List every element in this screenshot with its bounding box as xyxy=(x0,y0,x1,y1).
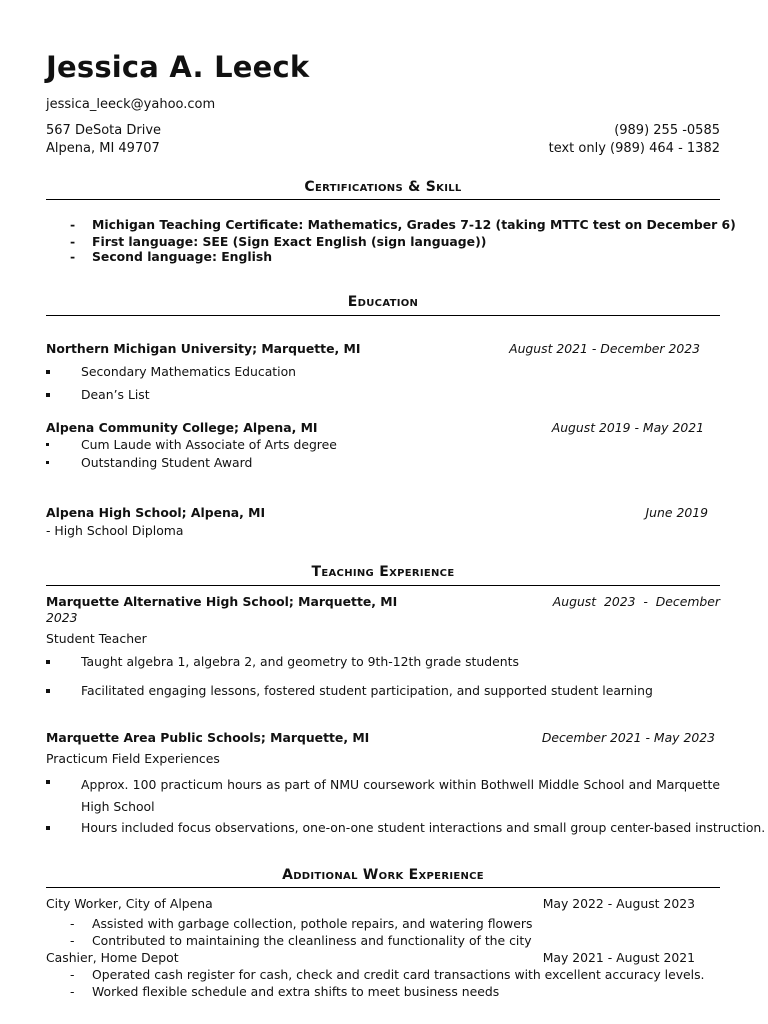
list-item: - Worked flexible schedule and extra shifts to meet business needs xyxy=(92,984,499,999)
school-maps: Marquette Area Public Schools; Marquette, MI xyxy=(46,730,370,745)
address-line2: Alpena, MI 49707 xyxy=(46,141,160,156)
bullet-icon xyxy=(46,443,49,446)
list-item: Secondary Mathematics Education xyxy=(81,364,297,379)
list-item: Facilitated engaging lessons, fostered student participation, and supported student learning xyxy=(81,683,653,698)
dates-nmu: August 2021 - December 2023 xyxy=(509,341,700,356)
list-item: Cum Laude with Associate of Arts degree xyxy=(81,437,337,452)
bullet-icon xyxy=(46,393,50,397)
list-item: - First language: SEE (Sign Exact English (sign language)) xyxy=(92,234,486,249)
bullet-icon xyxy=(46,461,49,464)
bullet-icon xyxy=(46,370,50,374)
section-title-work: Additional Work Experience xyxy=(282,867,484,883)
school-nmu: Northern Michigan University; Marquette, MI xyxy=(46,341,361,356)
list-item: - Second language: English xyxy=(92,249,272,264)
list-item: Approx. 100 practicum hours as part of NMU coursework within Bothwell Middle School and Marquette High School xyxy=(81,777,720,814)
divider xyxy=(46,199,720,200)
phone: (989) 255 -0585 xyxy=(614,123,720,138)
dates-mahs: August 2023 - December xyxy=(552,594,720,609)
role-depot: Cashier, Home Depot xyxy=(46,950,179,965)
section-title-teaching: Teaching Experience xyxy=(311,564,455,580)
school-acc: Alpena Community College; Alpena, MI xyxy=(46,420,318,435)
address-line1: 567 DeSota Drive xyxy=(46,123,162,138)
list-item: Dean’s List xyxy=(81,387,150,402)
role: Practicum Field Experiences xyxy=(46,751,220,766)
divider xyxy=(46,585,720,586)
list-item: - Operated cash register for cash, check and credit card transactions with excellent accuracy levels. xyxy=(92,967,705,982)
dates-mahs-continued: 2023 xyxy=(46,610,78,625)
text-phone: text only (989) 464 - 1382 xyxy=(548,141,720,156)
dates-ahs: June 2019 xyxy=(645,505,708,520)
list-item: Outstanding Student Award xyxy=(81,455,253,470)
section-title-certifications: Certifications & Skill xyxy=(304,179,462,195)
list-item: Taught algebra 1, algebra 2, and geometry to 9th-12th grade students xyxy=(81,654,519,669)
list-item: - Contributed to maintaining the cleanliness and functionality of the city xyxy=(92,933,532,948)
role: Student Teacher xyxy=(46,631,147,646)
bullet-icon xyxy=(46,689,50,693)
bullet-icon xyxy=(46,780,50,784)
bullet-icon xyxy=(46,826,50,830)
school-mahs: Marquette Alternative High School; Marquette, MI xyxy=(46,594,398,609)
dates-acc: August 2019 - May 2021 xyxy=(551,420,704,435)
section-title-education: Education xyxy=(347,294,419,310)
list-item: - Assisted with garbage collection, pothole repairs, and watering flowers xyxy=(92,916,532,931)
list-item: - High School Diploma xyxy=(46,523,184,538)
dates-depot: May 2021 - August 2021 xyxy=(542,950,695,965)
divider xyxy=(46,887,720,888)
list-item: Hours included focus observations, one-on-one student interactions and small group center-based instruction. xyxy=(81,820,766,835)
email: jessica_leeck@yahoo.com xyxy=(46,97,216,112)
dates-maps: December 2021 - May 2023 xyxy=(541,730,715,745)
bullet-icon xyxy=(46,660,50,664)
resume-name: Jessica A. Leeck xyxy=(46,50,310,84)
role-city: City Worker, City of Alpena xyxy=(46,896,213,911)
school-ahs: Alpena High School; Alpena, MI xyxy=(46,505,266,520)
divider xyxy=(46,315,720,316)
list-item: - Michigan Teaching Certificate: Mathematics, Grades 7-12 (taking MTTC test on December 6) xyxy=(92,217,736,232)
dates-city: May 2022 - August 2023 xyxy=(542,896,695,911)
